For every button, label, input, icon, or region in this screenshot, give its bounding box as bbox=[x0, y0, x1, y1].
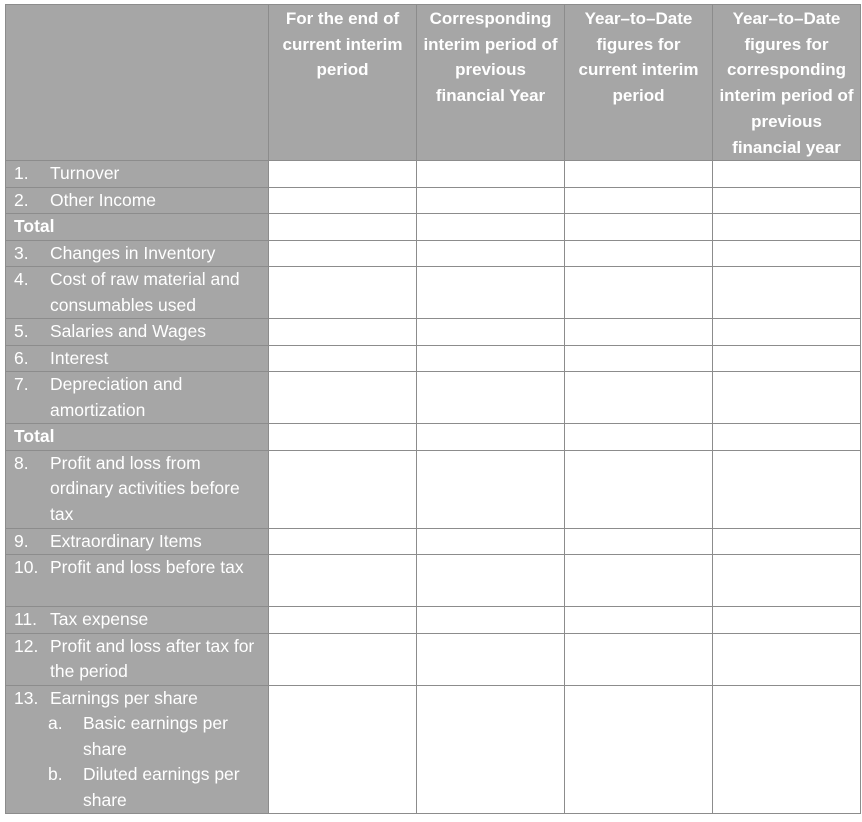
value-cell[interactable] bbox=[269, 214, 417, 241]
value-cell[interactable] bbox=[417, 240, 565, 267]
row-text: Other Income bbox=[50, 189, 157, 210]
row-number: 8. bbox=[14, 452, 29, 473]
row-text: Extraordinary Items bbox=[50, 530, 202, 551]
table-row bbox=[6, 607, 861, 634]
value-cell[interactable] bbox=[565, 372, 713, 424]
row-number: 4. bbox=[14, 269, 29, 290]
value-cell[interactable] bbox=[565, 187, 713, 214]
row-label-total: Total bbox=[6, 424, 269, 451]
table-row bbox=[6, 267, 861, 319]
value-cell[interactable] bbox=[565, 685, 713, 814]
value-cell[interactable] bbox=[713, 161, 861, 188]
value-cell[interactable] bbox=[713, 345, 861, 372]
value-cell[interactable] bbox=[713, 319, 861, 346]
value-cell[interactable] bbox=[565, 555, 713, 607]
value-cell[interactable] bbox=[417, 267, 565, 319]
table-row bbox=[6, 633, 861, 685]
sub-item-letter: a. bbox=[48, 713, 63, 734]
table-row bbox=[6, 161, 861, 188]
value-cell[interactable] bbox=[713, 450, 861, 528]
table-row bbox=[6, 528, 861, 555]
row-label-total: Total bbox=[6, 214, 269, 241]
row-label-extraordinary-items bbox=[6, 528, 269, 555]
value-cell[interactable] bbox=[417, 633, 565, 685]
value-cell[interactable] bbox=[713, 633, 861, 685]
value-cell[interactable] bbox=[713, 607, 861, 634]
header-corner-cell bbox=[6, 5, 269, 161]
value-cell[interactable] bbox=[565, 528, 713, 555]
table-row bbox=[6, 345, 861, 372]
row-number: 7. bbox=[14, 374, 29, 395]
row-text: Depreciation and amortization bbox=[50, 374, 183, 420]
value-cell[interactable] bbox=[565, 161, 713, 188]
value-cell[interactable] bbox=[417, 161, 565, 188]
value-cell[interactable] bbox=[269, 528, 417, 555]
value-cell[interactable] bbox=[417, 450, 565, 528]
value-cell[interactable] bbox=[713, 267, 861, 319]
row-number: 12. bbox=[14, 635, 39, 656]
financial-results-table bbox=[5, 4, 861, 814]
row-label-earnings-per-share bbox=[6, 685, 269, 814]
row-number: 11. bbox=[14, 609, 38, 630]
value-cell[interactable] bbox=[269, 187, 417, 214]
header-end-of-current-interim: For the end of current interim period bbox=[269, 5, 417, 161]
value-cell[interactable] bbox=[417, 555, 565, 607]
row-number: 13. bbox=[14, 687, 39, 708]
row-number: 1. bbox=[14, 163, 29, 184]
row-text: Earnings per share bbox=[50, 687, 198, 708]
value-cell[interactable] bbox=[565, 424, 713, 451]
value-cell[interactable] bbox=[269, 267, 417, 319]
value-cell[interactable] bbox=[269, 607, 417, 634]
row-text: Salaries and Wages bbox=[50, 321, 206, 342]
header-row bbox=[6, 5, 861, 161]
value-cell[interactable] bbox=[269, 372, 417, 424]
value-cell[interactable] bbox=[417, 372, 565, 424]
value-cell[interactable] bbox=[713, 528, 861, 555]
value-cell[interactable] bbox=[417, 187, 565, 214]
table-row bbox=[6, 372, 861, 424]
row-label-other-income bbox=[6, 187, 269, 214]
row-label-tax-expense bbox=[6, 607, 269, 634]
row-number: 3. bbox=[14, 242, 29, 263]
value-cell[interactable] bbox=[417, 214, 565, 241]
table-row bbox=[6, 214, 861, 241]
table-row bbox=[6, 187, 861, 214]
value-cell[interactable] bbox=[713, 240, 861, 267]
sub-item-diluted-eps: Diluted earnings per share bbox=[83, 764, 240, 810]
value-cell[interactable] bbox=[269, 685, 417, 814]
sub-item-basic-eps: Basic earnings per share bbox=[83, 713, 228, 759]
row-number: 2. bbox=[14, 189, 29, 210]
table-row bbox=[6, 424, 861, 451]
row-text: Profit and loss after tax for the period bbox=[50, 635, 255, 682]
row-label-changes-in-inventory bbox=[6, 240, 269, 267]
value-cell[interactable] bbox=[269, 555, 417, 607]
value-cell[interactable] bbox=[417, 607, 565, 634]
row-text: Interest bbox=[50, 347, 109, 368]
value-cell[interactable] bbox=[565, 607, 713, 634]
sub-item-letter: b. bbox=[48, 764, 63, 785]
header-ytd-previous: Year–to–Date figures for corresponding interim period of previous financial year bbox=[713, 5, 861, 161]
value-cell[interactable] bbox=[713, 555, 861, 607]
table-row bbox=[6, 685, 861, 814]
header-corresponding-interim-previous: Corresponding interim period of previous financial Year bbox=[417, 5, 565, 161]
header-ytd-current: Year–to–Date figures for current interim period bbox=[565, 5, 713, 161]
row-label-salaries-and-wages bbox=[6, 319, 269, 346]
value-cell[interactable] bbox=[713, 424, 861, 451]
value-cell[interactable] bbox=[565, 240, 713, 267]
value-cell[interactable] bbox=[417, 345, 565, 372]
value-cell[interactable] bbox=[269, 450, 417, 528]
row-text: Changes in Inventory bbox=[50, 242, 216, 263]
value-cell[interactable] bbox=[565, 319, 713, 346]
value-cell[interactable] bbox=[417, 424, 565, 451]
value-cell[interactable] bbox=[565, 345, 713, 372]
row-text: Cost of raw material and consumables used bbox=[50, 269, 240, 315]
value-cell[interactable] bbox=[269, 240, 417, 267]
value-cell[interactable] bbox=[713, 214, 861, 241]
row-text: Tax expense bbox=[50, 609, 149, 630]
row-label-interest bbox=[6, 345, 269, 372]
row-number: 9. bbox=[14, 530, 29, 551]
value-cell[interactable] bbox=[565, 633, 713, 685]
table-row bbox=[6, 319, 861, 346]
table-row bbox=[6, 555, 861, 607]
row-text: Profit and loss from ordinary activities before tax bbox=[50, 452, 240, 524]
table-row bbox=[6, 240, 861, 267]
value-cell[interactable] bbox=[417, 319, 565, 346]
value-cell[interactable] bbox=[269, 319, 417, 346]
table-row bbox=[6, 450, 861, 528]
row-text: Turnover bbox=[50, 163, 120, 184]
value-cell[interactable] bbox=[417, 685, 565, 814]
row-label-turnover bbox=[6, 161, 269, 188]
row-text: Profit and loss before tax bbox=[50, 557, 244, 578]
value-cell[interactable] bbox=[269, 345, 417, 372]
row-number: 5. bbox=[14, 321, 29, 342]
value-cell[interactable] bbox=[417, 528, 565, 555]
value-cell[interactable] bbox=[565, 450, 713, 528]
row-label-cost-of-raw-material bbox=[6, 267, 269, 319]
value-cell[interactable] bbox=[269, 161, 417, 188]
value-cell[interactable] bbox=[565, 267, 713, 319]
value-cell[interactable] bbox=[713, 372, 861, 424]
value-cell[interactable] bbox=[269, 424, 417, 451]
row-label-profit-ordinary-activities bbox=[6, 450, 269, 528]
row-label-profit-before-tax bbox=[6, 555, 269, 607]
value-cell[interactable] bbox=[713, 685, 861, 814]
value-cell[interactable] bbox=[713, 187, 861, 214]
row-number: 10. bbox=[14, 557, 39, 578]
value-cell[interactable] bbox=[565, 214, 713, 241]
row-label-depreciation bbox=[6, 372, 269, 424]
row-number: 6. bbox=[14, 347, 29, 368]
row-label-profit-after-tax bbox=[6, 633, 269, 685]
value-cell[interactable] bbox=[269, 633, 417, 685]
